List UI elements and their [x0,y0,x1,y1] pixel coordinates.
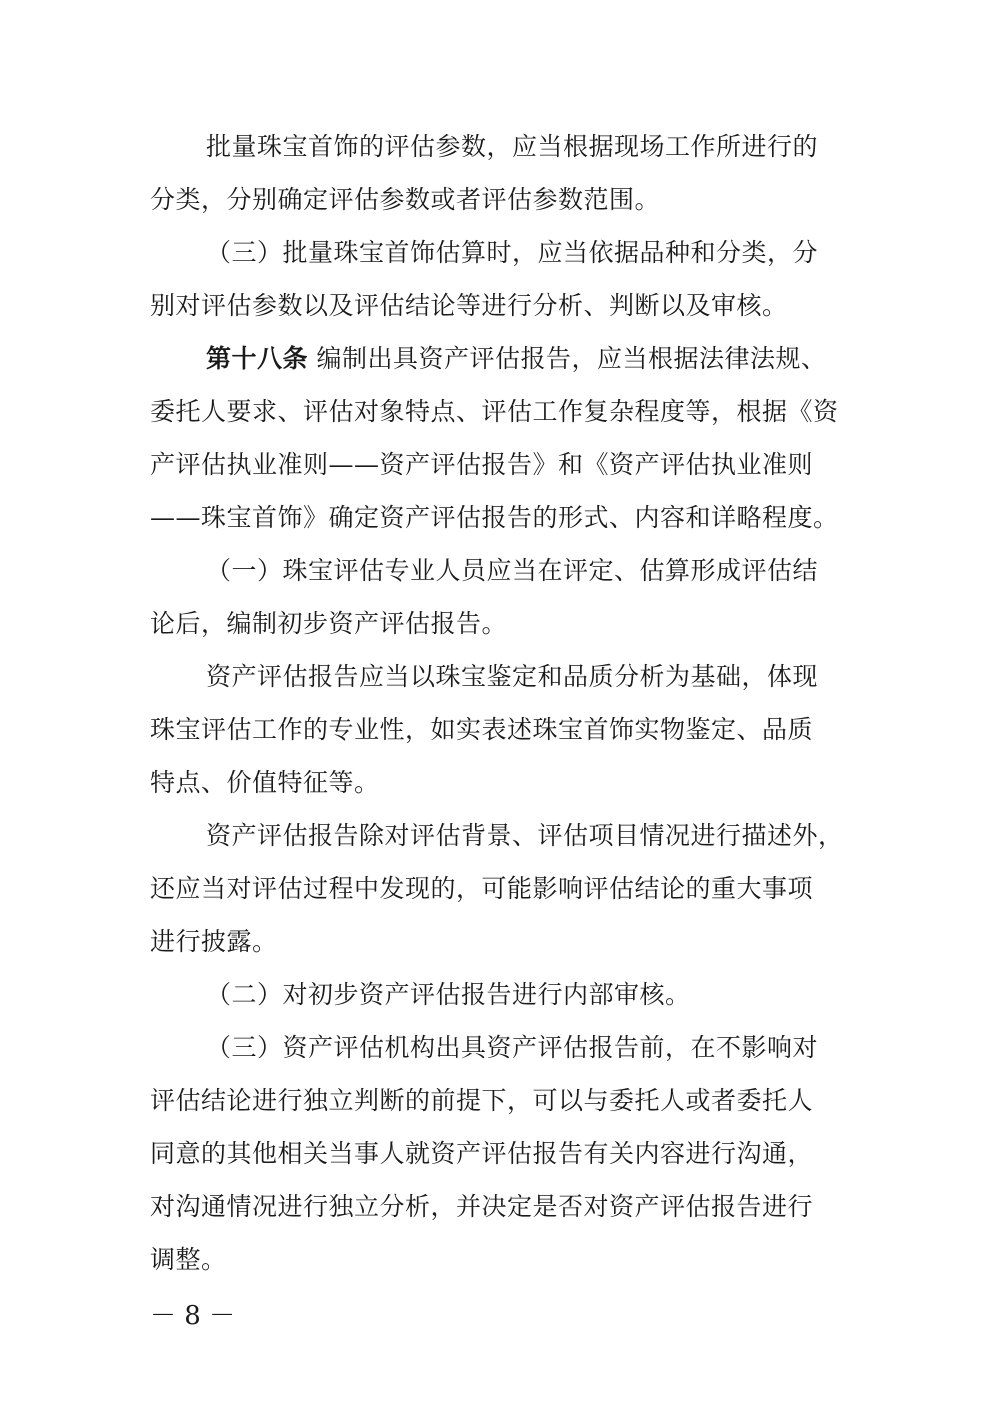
paragraph-line: 资产评估报告应当以珠宝鉴定和品质分析为基础，体现 [206,662,819,691]
paragraph-line: 资产评估报告除对评估背景、评估项目情况进行描述外， [206,821,844,850]
paragraph-line: 珠宝评估工作的专业性，如实表述珠宝首饰实物鉴定、品质 [150,715,814,744]
paragraph-line: 特点、价值特征等。 [150,768,380,797]
paragraph-line: （三）资产评估机构出具资产评估报告前，在不影响对 [206,1033,819,1062]
article-text: 编制出具资产评估报告，应当根据法律法规、 [316,344,827,373]
paragraph-line: 产评估执业准则——资产评估报告》和《资产评估执业准则 [150,450,814,479]
paragraph-line: （一）珠宝评估专业人员应当在评定、估算形成评估结 [206,556,819,585]
paragraph-line: 进行披露。 [150,927,278,956]
paragraph-line: 论后，编制初步资产评估报告。 [150,609,508,638]
paragraph-line: 别对评估参数以及评估结论等进行分析、判断以及审核。 [150,291,788,320]
paragraph-line: 批量珠宝首饰的评估参数，应当根据现场工作所进行的 [206,132,819,161]
paragraph-line: 调整。 [150,1245,227,1274]
paragraph-line: 对沟通情况进行独立分析，并决定是否对资产评估报告进行 [150,1192,814,1221]
article-heading: 第十八条 [206,344,309,373]
article-18-first-line [206,339,850,379]
page-number: － 8 － [150,1301,236,1331]
paragraph-line: 还应当对评估过程中发现的，可能影响评估结论的重大事项 [150,874,814,903]
paragraph-line: （三）批量珠宝首饰估算时，应当依据品种和分类，分 [206,238,819,267]
paragraph-line: （二）对初步资产评估报告进行内部审核。 [206,980,691,1009]
paragraph-line: 委托人要求、评估对象特点、评估工作复杂程度等，根据《资 [150,397,839,426]
paragraph-line: 分类，分别确定评估参数或者评估参数范围。 [150,185,661,214]
paragraph-line: 评估结论进行独立判断的前提下，可以与委托人或者委托人 [150,1086,814,1115]
paragraph-line: 同意的其他相关当事人就资产评估报告有关内容进行沟通， [150,1139,814,1168]
paragraph-line: ——珠宝首饰》确定资产评估报告的形式、内容和详略程度。 [150,503,839,532]
